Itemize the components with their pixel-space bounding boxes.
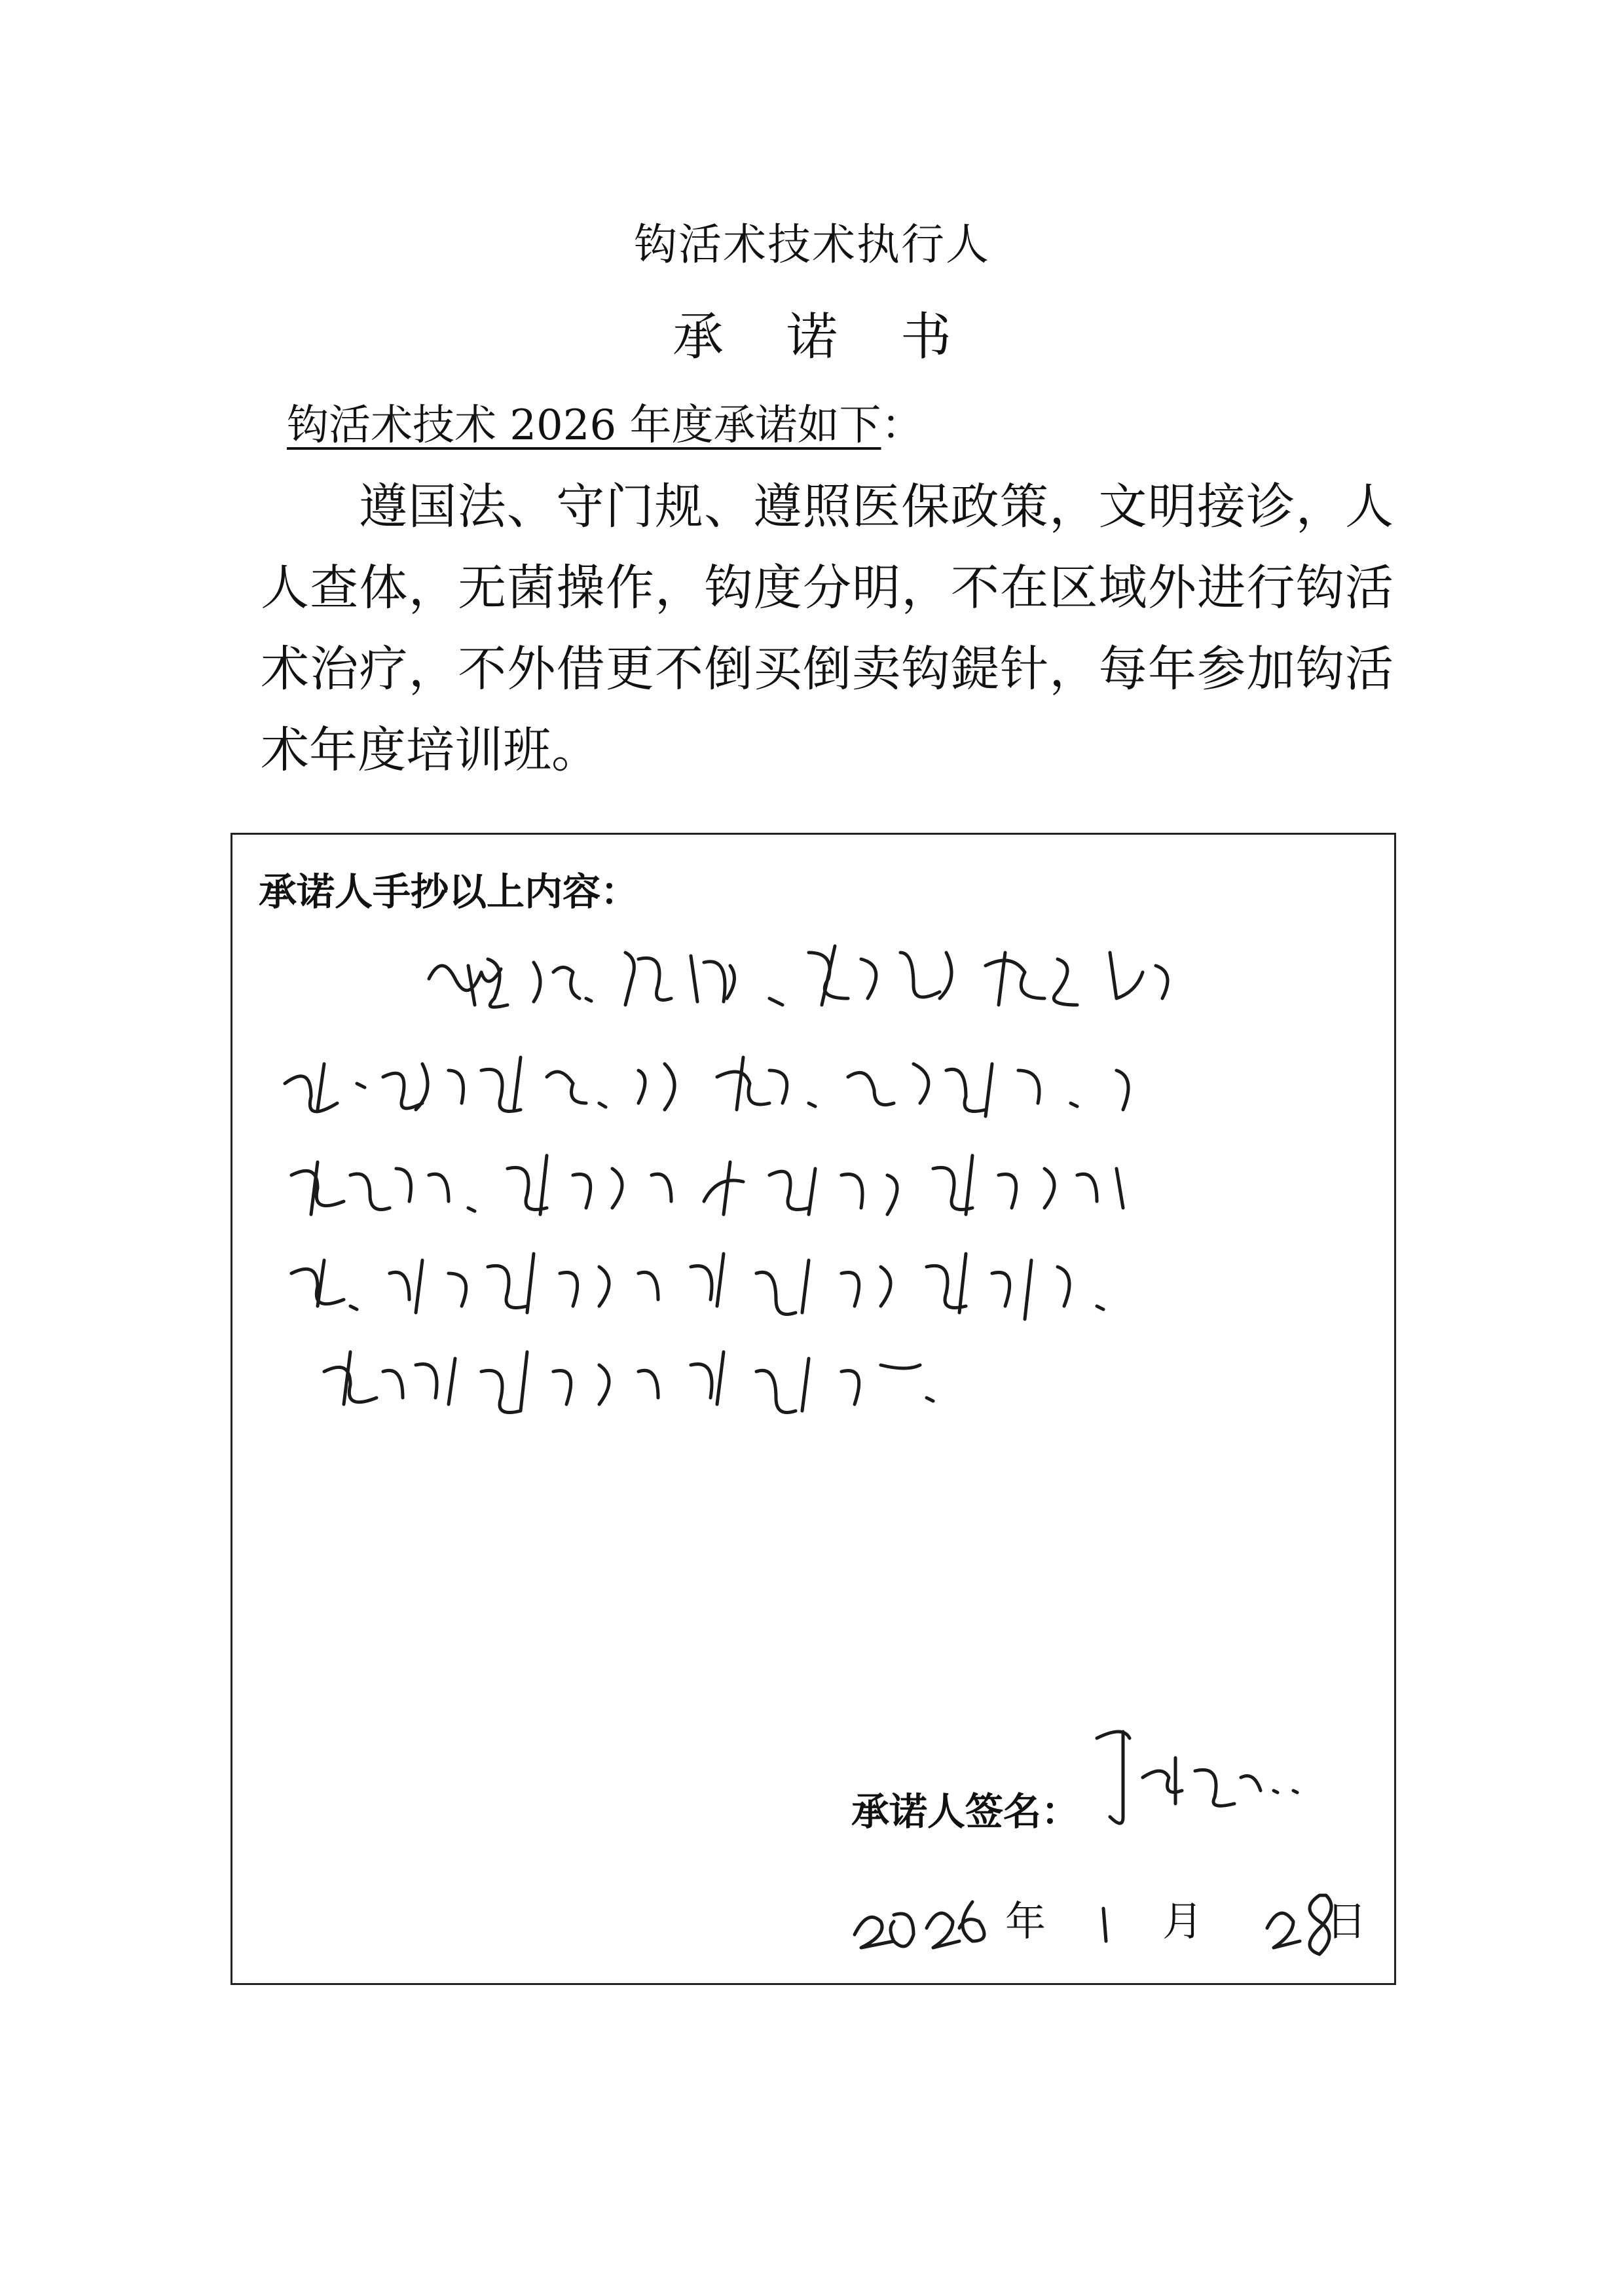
signature-scribble (1084, 1719, 1333, 1850)
copy-label: 承诺人手抄以上内容： (259, 869, 639, 914)
signature-label: 承诺人签名： (851, 1789, 1080, 1834)
handwritten-signature (1084, 1719, 1333, 1850)
commit-header-colon: ： (881, 401, 923, 450)
handwritten-copy (272, 926, 1359, 1516)
handwriting-scribble (272, 926, 1359, 1516)
year-unit: 年 (1005, 1897, 1046, 1945)
handwritten-copy-box (231, 833, 1396, 1985)
month-unit: 月 (1162, 1897, 1204, 1945)
commit-header (287, 392, 923, 452)
commit-header-text: 钩活术技术 2026 年度承诺如下 (287, 401, 881, 450)
document-title-line2: 承诺书 (672, 308, 1014, 367)
date-handwriting (848, 1869, 1372, 1961)
day-unit: 日 (1326, 1897, 1367, 1945)
document-title-line1: 钩活术技术执行人 (634, 219, 990, 270)
date-row (848, 1869, 1372, 1961)
commitment-body: 遵国法、守门规、遵照医保政策，文明接诊，人人查体，无菌操作，钩度分明，不在区域外进行钩活术治疗，不外借更不倒买倒卖钩鍉针，每年参加钩活术年度培训班。 (261, 479, 1393, 778)
